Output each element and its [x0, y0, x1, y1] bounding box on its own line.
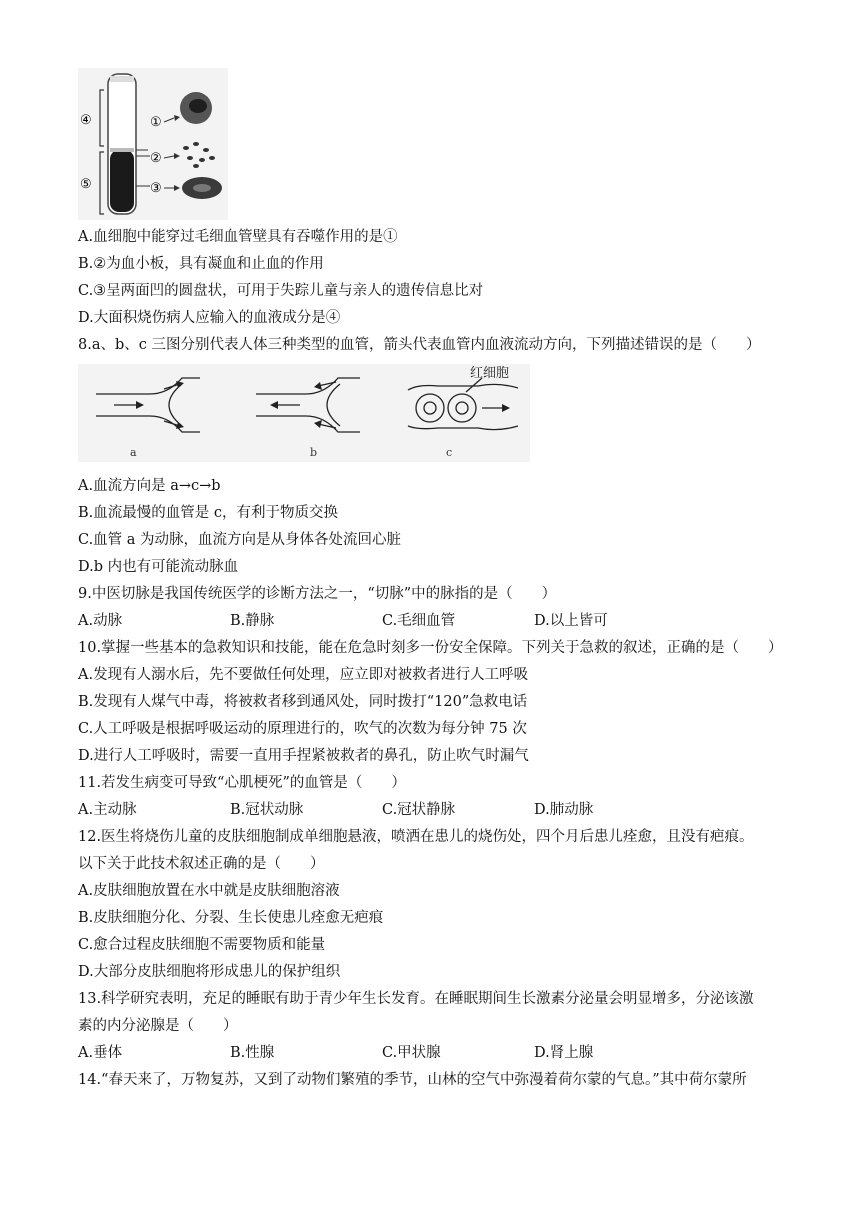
q9-option-d: D.以上皆可	[534, 613, 608, 629]
q10-option-b: B.发现有人煤气中毒，将被救者移到通风处，同时拨打“120”急救电话	[78, 694, 528, 710]
label-4: ④	[80, 113, 92, 128]
q7-option-d: D.大面积烧伤病人应输入的血液成分是④	[78, 310, 341, 326]
arrow-icon	[314, 382, 322, 390]
arrow-icon	[502, 404, 510, 412]
arrow-icon	[314, 420, 322, 428]
blood-tube-figure	[78, 68, 228, 220]
q8-option-b: B.血流最慢的血管是 c，有利于物质交换	[78, 505, 338, 521]
q14-stem-line1: 14.“春天来了，万物复苏，又到了动物们繁殖的季节，山林的空气中弥漫着荷尔蒙的气息。”其中荷尔蒙所	[78, 1072, 747, 1088]
q12-option-b: B.皮肤细胞分化、分裂、生长使患儿痊愈无疤痕	[78, 910, 384, 926]
q11-option-d: D.肺动脉	[534, 802, 594, 818]
q13-option-b: B.性腺	[230, 1045, 275, 1061]
q12-stem-line1: 12.医生将烧伤儿童的皮肤细胞制成单细胞悬液，喷洒在患儿的烧伤处，四个月后患儿痊愈，且没有疤痕。	[78, 829, 754, 845]
q8-option-a: A.血流方向是 a→c→b	[78, 478, 221, 494]
arrow-icon	[136, 401, 144, 409]
q7-option-b: B.②为血小板，具有凝血和止血的作用	[78, 256, 324, 272]
q11-option-b: B.冠状动脉	[230, 802, 304, 818]
q10-option-a: A.发现有人溺水后，先不要做任何处理，应立即对被救者进行人工呼吸	[78, 667, 529, 683]
q9-option-c: C.毛细血管	[382, 613, 456, 629]
q13-stem-line2: 素的内分泌腺是（ ）	[78, 1018, 238, 1034]
label-1: ①	[150, 115, 162, 130]
q9-option-a: A.动脉	[78, 613, 123, 629]
q13-option-d: D.肾上腺	[534, 1045, 594, 1061]
vessel-a	[96, 378, 200, 432]
blood-tube-diagram	[78, 68, 228, 220]
q8-option-c: C.血管 a 为动脉，血流方向是从身体各处流回心脏	[78, 532, 402, 548]
q12-option-a: A.皮肤细胞放置在水中就是皮肤细胞溶液	[78, 883, 340, 899]
label-5: ⑤	[80, 177, 92, 192]
vessels-diagram	[78, 364, 530, 462]
q12-option-c: C.愈合过程皮肤细胞不需要物质和能量	[78, 937, 326, 953]
q9-stem: 9.中医切脉是我国传统医学的诊断方法之一，“切脉”中的脉指的是（ ）	[78, 586, 557, 602]
q9-option-b: B.静脉	[230, 613, 275, 629]
platelets-icon	[183, 142, 215, 168]
q11-option-c: C.冠状静脉	[382, 802, 456, 818]
q10-stem: 10.掌握一些基本的急救知识和技能，能在危急时刻多一份安全保障。下列关于急救的叙述，正确的是（ ）	[78, 640, 783, 656]
arrow-icon	[176, 381, 184, 388]
label-a: a	[130, 446, 137, 459]
q10-option-c: C.人工呼吸是根据呼吸运动的原理进行的，吹气的次数为每分钟 75 次	[78, 721, 527, 737]
vessels-figure	[78, 364, 530, 462]
q8-stem: 8.a、b、c 三图分别代表人体三种类型的血管，箭头代表血管内血液流动方向，下列描述错误的是（ ）	[78, 337, 761, 353]
q12-stem-line2: 以下关于此技术叙述正确的是（ ）	[78, 856, 325, 872]
q13-option-a: A.垂体	[78, 1045, 123, 1061]
q11-stem: 11.若发生病变可导致“心肌梗死”的血管是（ ）	[78, 775, 406, 791]
label-2: ②	[150, 151, 162, 166]
q10-option-d: D.进行人工呼吸时，需要一直用手捏紧被救者的鼻孔，防止吹气时漏气	[78, 748, 529, 764]
q7-option-c: C.③呈两面凹的圆盘状，可用于失踪儿童与亲人的遗传信息比对	[78, 283, 484, 299]
label-c: c	[446, 446, 453, 459]
label-red-blood-cell: 红细胞	[470, 366, 510, 381]
q11-option-a: A.主动脉	[78, 802, 137, 818]
label-b: b	[310, 446, 318, 459]
arrow-icon	[270, 401, 278, 409]
q13-stem-line1: 13.科学研究表明，充足的睡眠有助于青少年生长发育。在睡眠期间生长激素分泌量会明显增多，分泌该激	[78, 991, 754, 1007]
q8-option-d: D.b 内也有可能流动脉血	[78, 559, 239, 575]
q7-option-a: A.血细胞中能穿过毛细血管壁具有吞噬作用的是①	[78, 229, 398, 245]
vessel-c	[408, 378, 518, 430]
arrow-icon	[176, 422, 184, 429]
q13-option-c: C.甲状腺	[382, 1045, 441, 1061]
q12-option-d: D.大部分皮肤细胞将形成患儿的保护组织	[78, 964, 341, 980]
label-3: ③	[150, 181, 162, 196]
